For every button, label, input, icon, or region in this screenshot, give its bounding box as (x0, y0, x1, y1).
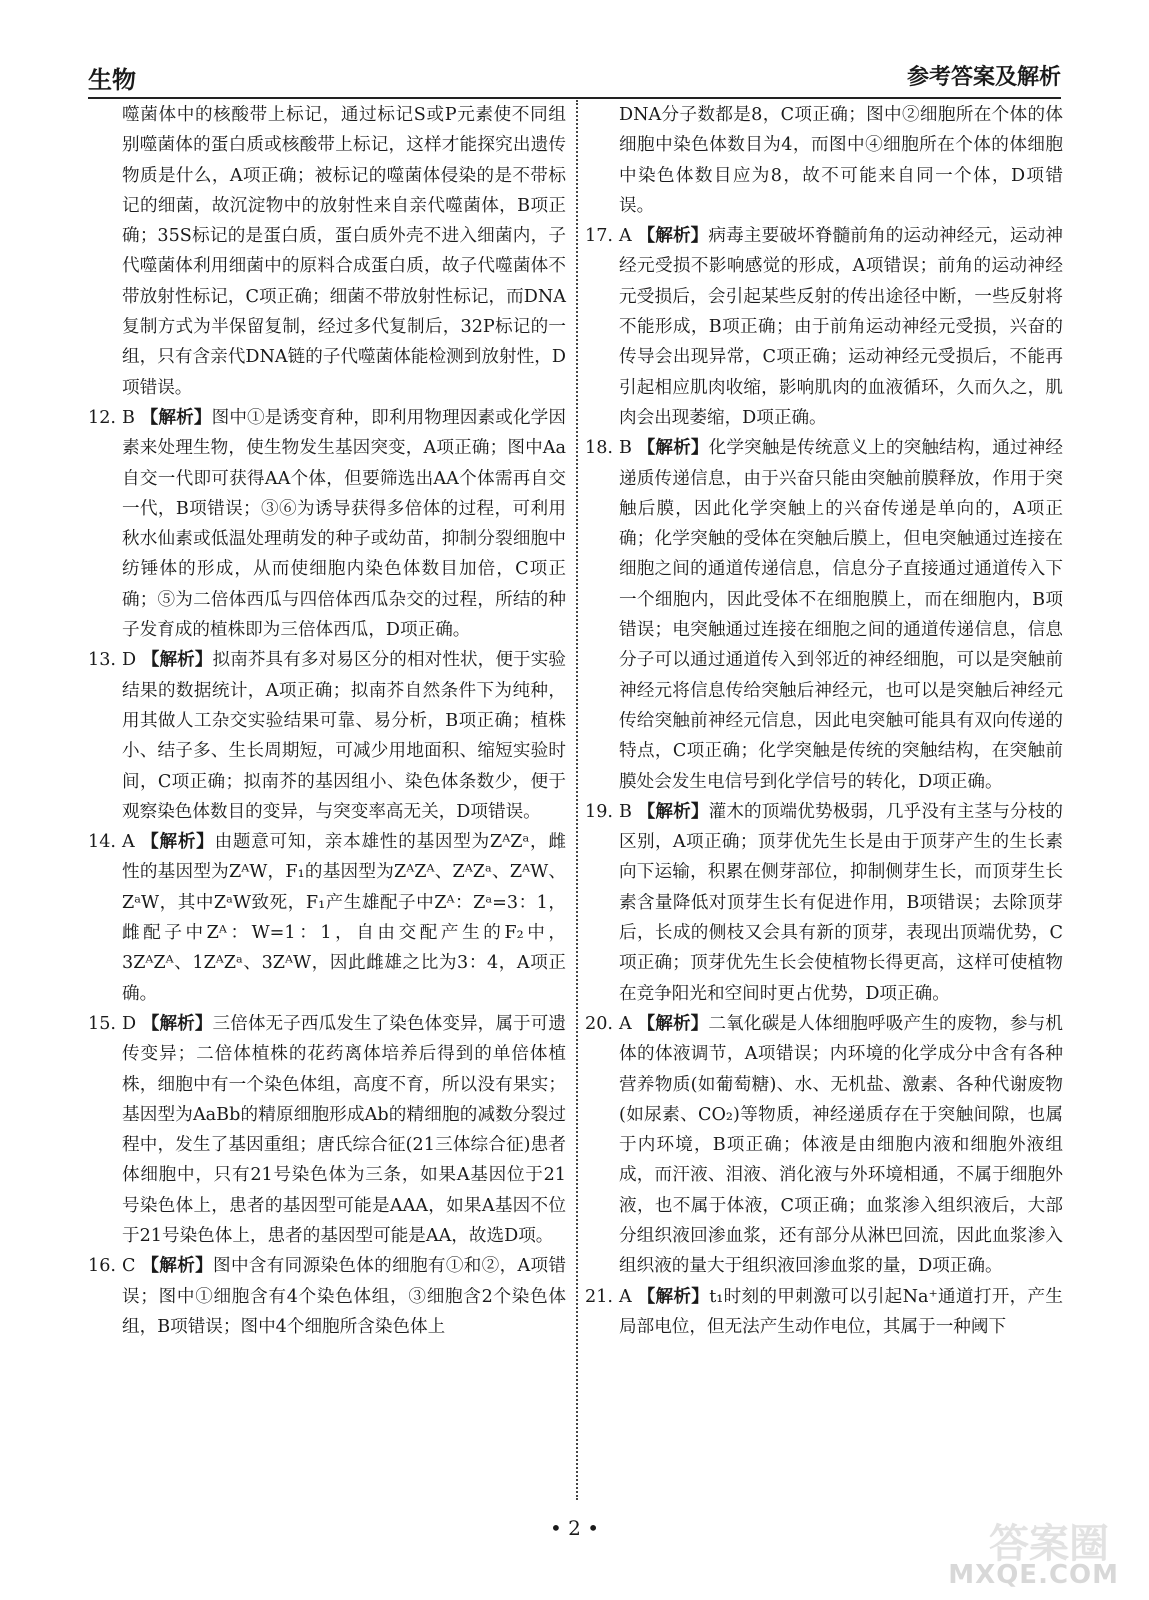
item-text: 化学突触是传统意义上的突触结构，通过神经递质传递信息，由于兴奋只能由突触前膜释放，作用于突触后膜，因此化学突触上的兴奋传递是单向的，A项正确；化学突触的受体在突触后膜上，但电突触通过连接在细胞之间的通道传递信息，信息分子直接通过通道传入下一个细胞内，因此受体不在细胞膜上，而在细胞内，B项错误；电突触通过连接在细胞之间的通道传递信息，信息分子可以通过通道传入到邻近的神经细胞，可以是突触前神经元将信息传给突触后神经元，也可以是突触后神经元传给突触前神经元信息，因此电突触可能具有双向传递的特点，C项正确；化学突触是传统的突触结构，在突触前膜处会发生电信号到化学信号的转化，D项正确。 (619, 438, 1063, 792)
paragraph-text: 噬菌体中的核酸带上标记，通过标记S或P元素使不同组别噬菌体的蛋白质或核酸带上标记，这样才能探究出遗传物质是什么，A项正确；被标记的噬菌体侵染的是不带标记的细菌，故沉淀物中的放射性来自亲代噬菌体，B项正确；35S标记的是蛋白质，蛋白质外壳不进入细菌内，子代噬菌体利用细菌中的原料合成蛋白质，故子代噬菌体不带放射性标记，C项正确；细菌不带放射性标记，而DNA复制方式为半保留复制，经过多代复制后，32P标记的一组，只有含亲代DNA链的子代噬菌体能检测到放射性，D项错误。 (122, 105, 566, 398)
watermark (919, 1512, 1119, 1594)
item-number: 17. (585, 226, 613, 247)
item-text: 三倍体无子西瓜发生了染色体变异，属于可遗传变异；二倍体植株的花药离体培养后得到的单倍体植株，细胞中有一个染色体组，高度不育，所以没有果实；基因型为AaBb的精原细胞形成Ab的精细胞的减数分裂过程中，发生了基因重组；唐氏综合征(21三体综合征)患者体细胞中，只有21号染色体为三条，如果A基因位于21号染色体上，患者的基因型可能是AAA，如果A基因不位于21号染色体上，患者的基因型可能是AA，故选D项。 (122, 1013, 566, 1246)
analysis-tag: 【解析】 (637, 1286, 710, 1307)
continued-paragraph (88, 100, 566, 403)
page-header (88, 60, 1061, 100)
item-number: 18. (585, 438, 613, 459)
item-answer: A (122, 832, 135, 853)
answer-item-19 (585, 797, 1063, 1009)
page-number: • 2 • (549, 1516, 600, 1540)
continued-paragraph (585, 100, 1063, 221)
answer-item-21 (585, 1282, 1063, 1343)
right-column (585, 100, 1063, 1342)
analysis-tag: 【解析】 (637, 1013, 709, 1034)
analysis-tag: 【解析】 (140, 407, 212, 428)
item-text: 由题意可知，亲本雄性的基因型为ZᴬZᵃ，雌性的基因型为ZᴬW，F₁的基因型为ZᴬZᴬ、ZᴬZᵃ、ZᴬW、ZᵃW，其中ZᵃW致死，F₁产生雄配子中Zᴬ：Zᵃ=3：1，雌配子中Zᴬ：W=1：1，自由交配产生的F₂中，3ZᴬZᴬ、1ZᴬZᵃ、3ZᴬW，因此雌雄之比为3：4，A项正确。 (122, 832, 566, 1004)
watermark-url: MXQE.COM (948, 1560, 1119, 1590)
item-answer: A (619, 1013, 632, 1034)
subject-label: 生物 (88, 65, 136, 94)
analysis-tag: 【解析】 (141, 650, 213, 671)
item-answer: A (619, 1286, 632, 1307)
item-answer: B (619, 801, 632, 822)
item-text: 拟南芥具有多对易区分的相对性状，便于实验结果的数据统计，A项正确；拟南芥自然条件下为纯种，用其做人工杂交实验结果可靠、易分析，B项正确；植株小、结子多、生长周期短，可减少用地面积、缩短实验时间，C项正确；拟南芥的基因组小、染色体条数少，便于观察染色体数目的变异，与突变率高无关，D项错误。 (122, 650, 566, 822)
answer-item-14 (88, 827, 566, 1009)
analysis-tag: 【解析】 (637, 226, 709, 247)
item-text: 图中①是诱变育种，即利用物理因素或化学因素来处理生物，使生物发生基因突变，A项正确；图中Aa自交一代即可获得AA个体，但要筛选出AA个体需再自交一代，B项错误；③⑥为诱导获得多倍体的过程，可利用秋水仙素或低温处理萌发的种子或幼苗，抑制分裂细胞中纺锤体的形成，从而使细胞内染色体数目加倍，C项正确；⑤为二倍体西瓜与四倍体西瓜杂交的过程，所结的种子发育成的植株即为三倍体西瓜，D项正确。 (122, 407, 566, 641)
item-answer: C (122, 1256, 136, 1277)
page-title: 参考答案及解析 (906, 64, 1061, 90)
header-rule (88, 97, 1061, 99)
analysis-tag: 【解析】 (637, 801, 709, 822)
analysis-tag: 【解析】 (141, 1013, 213, 1034)
item-number: 13. (88, 650, 116, 671)
watermark-logo: 答案圈 (989, 1521, 1109, 1567)
item-text: 灌木的顶端优势极弱，几乎没有主茎与分枝的区别，A项正确；顶芽优先生长是由于顶芽产生的生长素向下运输，积累在侧芽部位，抑制侧芽生长，而顶芽生长素含量降低对顶芽生长有促进作用，B项错误；去除顶芽后，长成的侧枝又会具有新的顶芽，表现出顶端优势，C项正确；顶芽优先生长会使植物长得更高，这样可使植物在竞争阳光和空间时更占优势，D项正确。 (619, 801, 1063, 1004)
analysis-tag: 【解析】 (637, 438, 709, 459)
paragraph-text: DNA分子数都是8，C项正确；图中②细胞所在个体的体细胞中染色体数目为4，而图中④细胞所在个体的体细胞中染色体数目应为8，故不可能来自同一个体，D项错误。 (619, 105, 1063, 216)
answer-item-12 (88, 403, 566, 645)
item-text: 二氧化碳是人体细胞呼吸产生的废物，参与机体的体液调节，A项错误；内环境的化学成分中含有各种营养物质(如葡萄糖)、水、无机盐、激素、各种代谢废物(如尿素、CO₂)等物质，神经递质存在于突触间隙，也属于内环境，B项正确；体液是由细胞内液和细胞外液组成，而汗液、泪液、消化液与外环境相通，不属于细胞外液，也不属于体液，C项正确；血浆渗入组织液后，大部分组织液回渗血浆，还有部分从淋巴回流，因此血浆渗入组织液的量大于组织液回渗血浆的量，D项正确。 (619, 1013, 1063, 1277)
answer-item-13 (88, 645, 566, 827)
answer-item-16 (88, 1251, 566, 1342)
item-number: 19. (585, 801, 613, 822)
item-number: 21. (585, 1286, 613, 1307)
item-text: 图中含有同源染色体的细胞有①和②，A项错误；图中①细胞含有4个染色体组，③细胞含2个染色体组，B项错误；图中4个细胞所含染色体上 (122, 1256, 566, 1337)
left-column (88, 100, 566, 1342)
item-number: 20. (585, 1013, 613, 1034)
analysis-tag: 【解析】 (141, 1256, 214, 1277)
answer-item-18 (585, 433, 1063, 797)
item-number: 15. (88, 1013, 116, 1034)
answer-item-20 (585, 1009, 1063, 1282)
item-answer: A (619, 226, 632, 247)
answer-item-17 (585, 221, 1063, 433)
item-number: 14. (88, 832, 116, 853)
column-divider (576, 100, 578, 1500)
item-number: 12. (88, 407, 116, 428)
item-number: 16. (88, 1256, 116, 1277)
item-answer: D (122, 1013, 137, 1034)
item-answer: B (619, 438, 632, 459)
item-text: 病毒主要破坏脊髓前角的运动神经元，运动神经元受损不影响感觉的形成，A项错误；前角的运动神经元受损后，会引起某些反射的传出途径中断，一些反射将不能形成，B项正确；由于前角运动神经元受损，兴奋的传导会出现异常，C项正确；运动神经元受损后，不能再引起相应肌肉收缩，影响肌肉的血液循环，久而久之，肌肉会出现萎缩，D项正确。 (619, 226, 1063, 428)
answer-item-15 (88, 1009, 566, 1251)
item-answer: D (122, 650, 137, 671)
analysis-tag: 【解析】 (141, 832, 215, 853)
item-answer: B (122, 407, 135, 428)
item-text: t₁时刻的甲刺激可以引起Na⁺通道打开，产生局部电位，但无法产生动作电位，其属于一种阈下 (619, 1286, 1063, 1337)
